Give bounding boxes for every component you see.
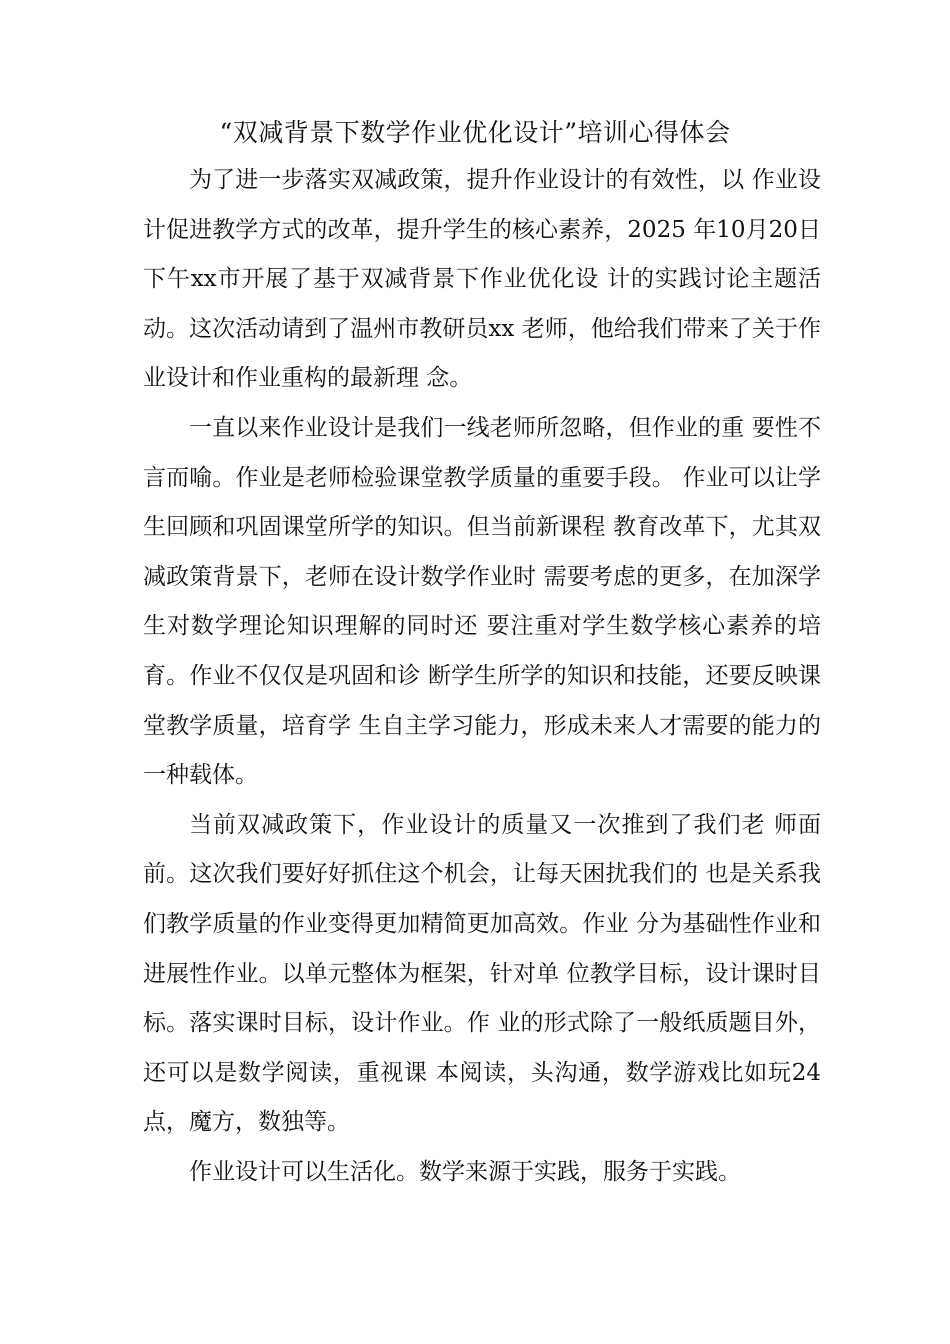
- paragraph-4: 作业设计可以生活化。数学来源于实践，服务于实践。: [189, 1158, 741, 1185]
- paragraph-3: 当前双减政策下，作业设计的质量又一次推到了我们老 师面前。这次我们要好好抓住这个机会，让每天困扰我们的 也是关系我们教学质量的作业变得更加精简更加高效。作业 分为基础性作业和进展性作业。以单元整体为框架，针对单 位教学目标，设计课时目标。落实课时目标，设计作业。作 业的形式除了一般纸质题目外，还可以是数学阅读，重视课 本阅读，头沟通，数学游戏比如玩24点，魔方，数独等。: [143, 811, 821, 1136]
- document-body: [143, 156, 821, 1197]
- document-title: “双减背景下数学作业优化设计”培训心得体会: [219, 118, 731, 147]
- paragraph-2: 一直以来作业设计是我们一线老师所忽略，但作业的重 要性不言而喻。作业是老师检验课堂教学质量的重要手段。 作业可以让学生回顾和巩固课堂所学的知识。但当前新课程 教育改革下，尤其双减政策背景下，老师在设计数学作业时 需要考虑的更多，在加深学生对数学理论知识理解的同时还 要注重对学生数学核心素养的培育。作业不仅仅是巩固和诊 断学生所学的知识和技能，还要反映课堂教学质量，培育学 生自主学习能力，形成未来人才需要的能力的一种载体。: [143, 414, 821, 789]
- paragraph-1: 为了进一步落实双减政策，提升作业设计的有效性，以 作业设计促进教学方式的改革，提升学生的核心素养，2025 年10月20日下午xx市开展了基于双减背景下作业优化设 计的实践讨论主题活动。这次活动请到了温州市教研员xx 老师，他给我们带来了关于作业设计和作业重构的最新理 念。: [143, 167, 821, 392]
